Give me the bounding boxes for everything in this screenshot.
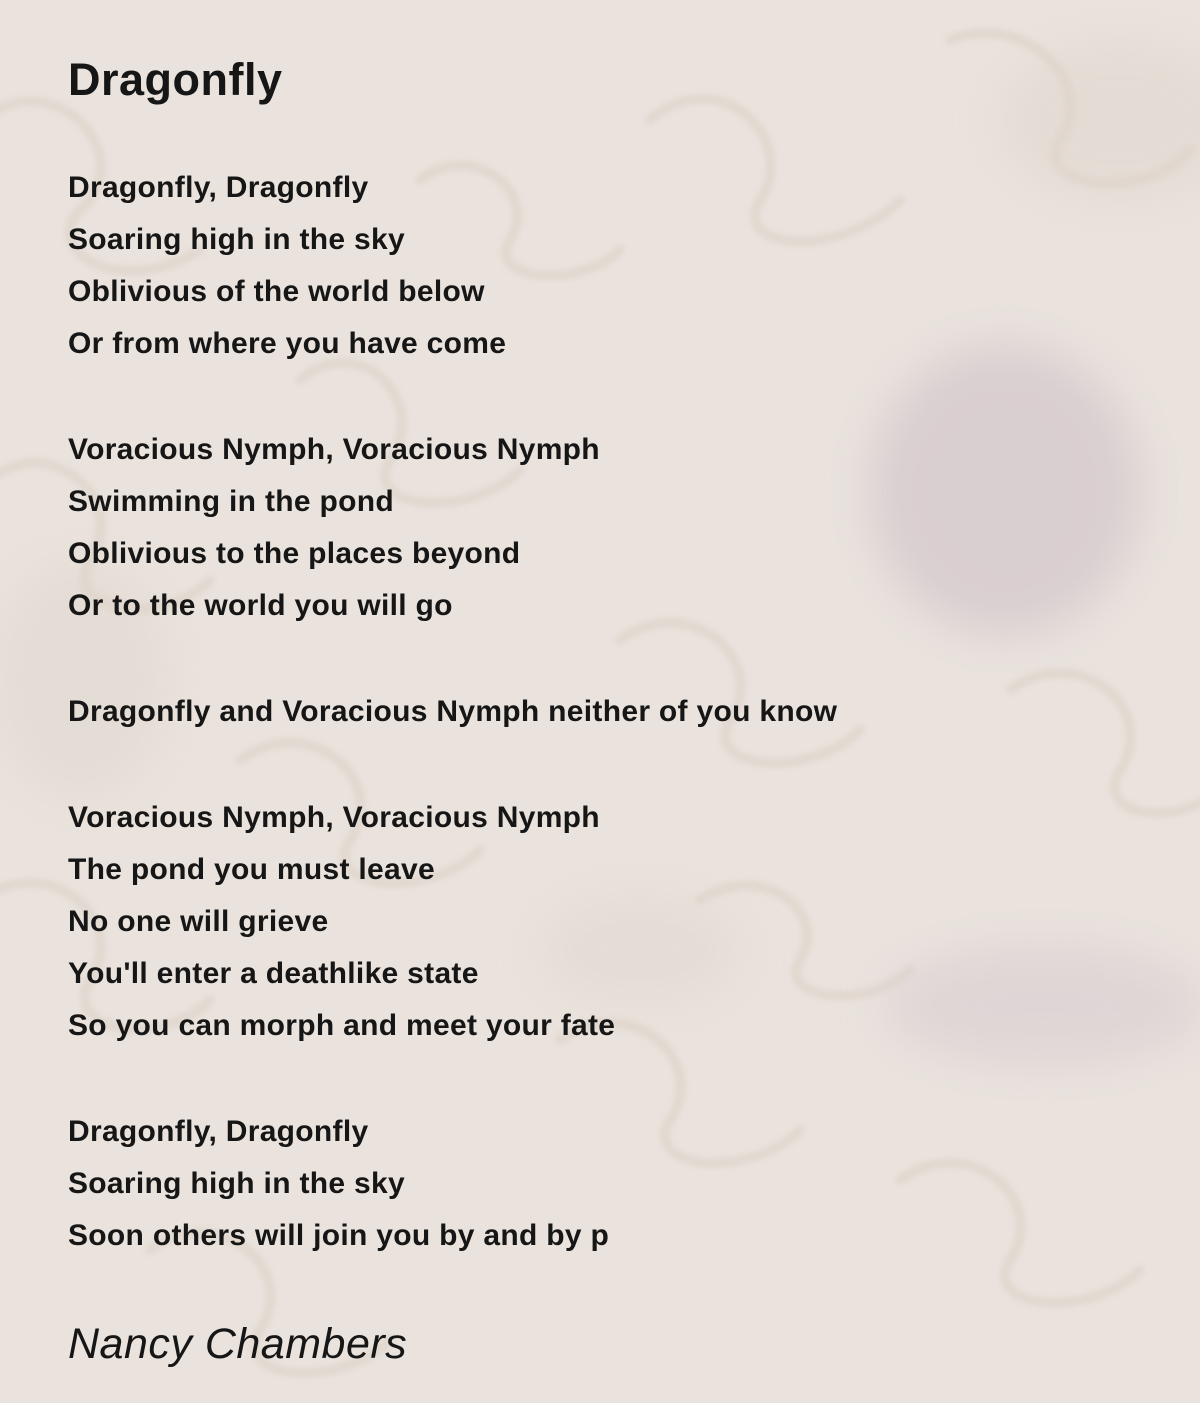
poem-line: The pond you must leave [68, 853, 435, 886]
poem-line: Swimming in the pond [68, 485, 394, 518]
poem-line: So you can morph and meet your fate [68, 1009, 616, 1042]
poem-line: Soaring high in the sky [68, 1167, 405, 1200]
poem-author: Nancy Chambers [68, 1320, 408, 1368]
poem-line: Soon others will join you by and by p [68, 1219, 610, 1252]
poem-line: Oblivious of the world below [68, 275, 485, 308]
poem-line: Dragonfly, Dragonfly [68, 171, 369, 204]
stanza-2 [68, 424, 1140, 632]
poem-line: No one will grieve [68, 905, 329, 938]
poem-line: Dragonfly, Dragonfly [68, 1115, 369, 1148]
poem-line: Voracious Nymph, Voracious Nymph [68, 801, 600, 834]
poem-line: You'll enter a deathlike state [68, 957, 479, 990]
poem-title: Dragonfly [68, 54, 283, 105]
poem-line: Dragonfly and Voracious Nymph neither of you know [68, 695, 838, 728]
stanza-5 [68, 1106, 1140, 1262]
stanza-4 [68, 792, 1140, 1052]
poem-line: Voracious Nymph, Voracious Nymph [68, 433, 600, 466]
poem-line: Soaring high in the sky [68, 223, 405, 256]
poem-line: Or from where you have come [68, 327, 507, 360]
stanza-1 [68, 162, 1140, 370]
stanza-3 [68, 686, 1140, 738]
poem-line: Or to the world you will go [68, 589, 453, 622]
poem-line: Oblivious to the places beyond [68, 537, 521, 570]
